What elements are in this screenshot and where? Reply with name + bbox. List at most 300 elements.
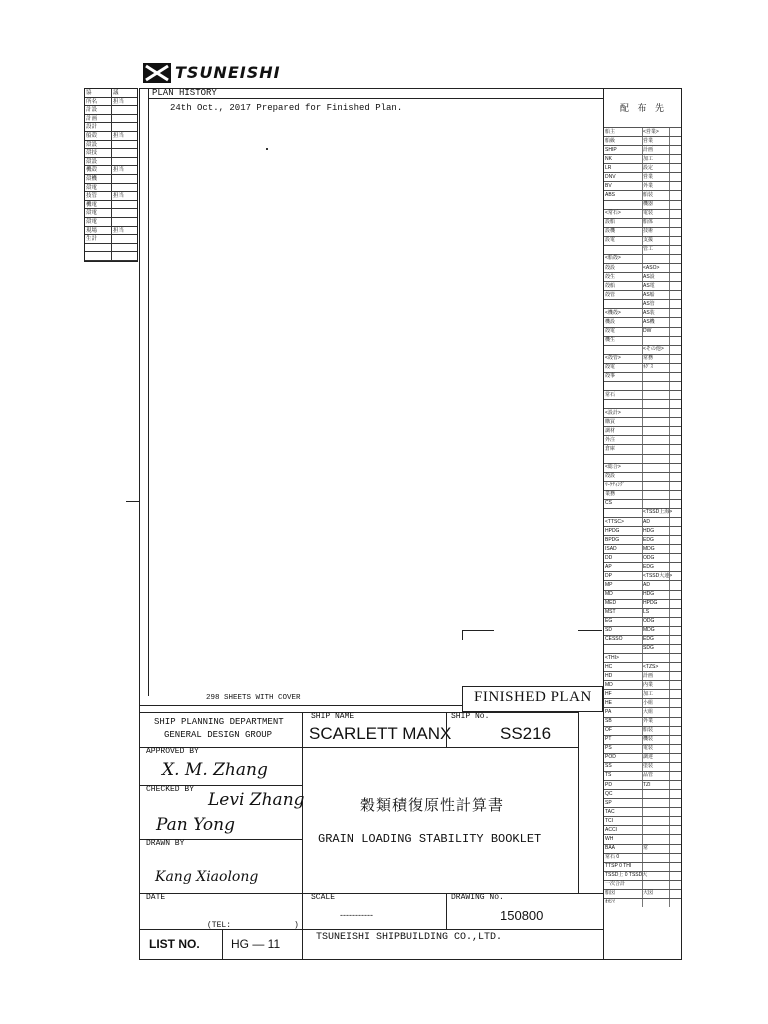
distribution-cell: MD [605, 681, 613, 688]
distribution-row [604, 245, 681, 254]
drawing-title-jp: 穀類積復原性計算書 [360, 797, 505, 814]
distribution-cell: HD [605, 672, 613, 679]
distribution-cell: 小組 [643, 699, 654, 706]
stamp-row [85, 115, 137, 124]
distribution-col-divider [669, 482, 670, 490]
distribution-cell: MP [605, 581, 613, 588]
distribution-col-divider [642, 264, 643, 272]
distribution-row [604, 789, 681, 798]
distribution-cell: DP [605, 572, 612, 579]
distribution-row [604, 336, 681, 345]
distribution-row [604, 227, 681, 236]
distribution-cell: 殻船 [605, 282, 616, 289]
distribution-cell: 設電 [605, 237, 616, 244]
distribution-row [604, 698, 681, 707]
distribution-cell: AS装 [643, 309, 655, 316]
distribution-cell: 塗装 [643, 763, 654, 770]
distribution-cell: 機生 [605, 337, 616, 344]
distribution-cell: <殻管> [605, 355, 621, 362]
drawing-title-en: GRAIN LOADING STABILITY BOOKLET [318, 832, 542, 846]
distribution-row [604, 544, 681, 553]
stamp-cell: 殻電 [86, 184, 98, 191]
title-block-top [139, 712, 578, 713]
distribution-cell: 機器 [643, 201, 654, 208]
distribution-col-divider [669, 346, 670, 354]
distribution-col-divider [642, 763, 643, 771]
distribution-cell: 設定 [643, 164, 654, 171]
distribution-row [604, 200, 681, 209]
tel-label: (TEL: [207, 921, 232, 930]
distribution-cell: <総合> [605, 464, 621, 471]
distribution-col-divider [669, 509, 670, 517]
distribution-cell: MD [605, 591, 613, 598]
stamp-cell: 殻設 [86, 141, 98, 148]
distribution-col-divider [642, 282, 643, 290]
distribution-row [604, 535, 681, 544]
distribution-row [604, 562, 681, 571]
distribution-col-divider [642, 591, 643, 599]
distribution-row [604, 172, 681, 181]
department-line1: SHIP PLANNING DEPARTMENT [154, 717, 284, 727]
distribution-col-divider [669, 654, 670, 662]
distribution-col-divider [669, 373, 670, 381]
stamp-row [85, 192, 137, 201]
logo-text: TSUNEISHI [175, 63, 281, 82]
distribution-cell: 管工 [643, 246, 654, 253]
distribution-col-divider [669, 763, 670, 771]
distribution-col-divider [669, 137, 670, 145]
distribution-col-divider [642, 337, 643, 345]
distribution-col-divider [642, 436, 643, 444]
distribution-col-divider [642, 309, 643, 317]
distribution-col-divider [669, 636, 670, 644]
stamp-cell: 技管 [86, 193, 98, 200]
distribution-col-divider [669, 808, 670, 816]
distribution-row [604, 372, 681, 381]
distribution-col-divider [669, 391, 670, 399]
stamp-cell: 殻電 [86, 219, 98, 225]
distribution-col-divider [642, 464, 643, 472]
distribution-cell: 電装 [643, 745, 654, 752]
distribution-row [604, 417, 681, 426]
distribution-col-divider [669, 781, 670, 789]
distribution-cell: 船主 [605, 128, 616, 135]
distribution-col-divider [669, 845, 670, 853]
distribution-cell: ODG [643, 554, 655, 561]
distribution-col-divider [642, 808, 643, 816]
distribution-cell: HF [605, 690, 612, 697]
crop-mark-h1 [462, 630, 494, 631]
distribution-col-divider [669, 627, 670, 635]
distribution-col-divider [669, 264, 670, 272]
list-divider [222, 929, 223, 960]
distribution-cell: 調材 [605, 427, 616, 434]
distribution-row [604, 190, 681, 199]
approval-top [139, 747, 578, 748]
distribution-row [604, 744, 681, 753]
distribution-cell: MDG [643, 545, 655, 552]
distribution-row [604, 644, 681, 653]
distribution-col-divider [642, 545, 643, 553]
distribution-cell: 購買 [605, 418, 616, 425]
distribution-col-divider [642, 581, 643, 589]
distribution-cell: 機設 [605, 318, 616, 325]
distribution-col-divider [642, 618, 643, 626]
distribution-col-divider [669, 609, 670, 617]
distribution-cell: TCI [605, 817, 614, 824]
list-no-value: HG — 11 [231, 937, 281, 951]
distribution-col-divider [669, 164, 670, 172]
distribution-row [604, 726, 681, 735]
distribution-col-divider [669, 591, 670, 599]
distribution-cell: MED [605, 600, 617, 607]
distribution-col-divider [669, 382, 670, 390]
distribution-row [604, 526, 681, 535]
distribution-col-divider [669, 400, 670, 408]
distribution-col-divider [669, 309, 670, 317]
distribution-cell: LR [605, 164, 612, 171]
distribution-row [604, 844, 681, 853]
distribution-row [604, 345, 681, 354]
distribution-col-divider [642, 291, 643, 299]
distribution-row [604, 181, 681, 190]
distribution-cell: 外注 [605, 436, 616, 443]
distribution-col-divider [669, 445, 670, 453]
distribution-col-divider [669, 663, 670, 671]
shipname-shipno-divider [446, 712, 447, 747]
distribution-row [604, 626, 681, 635]
distribution-col-divider [669, 672, 670, 680]
distribution-col-divider [669, 282, 670, 290]
distribution-row [604, 218, 681, 227]
distribution-cell: 業務 [605, 491, 616, 498]
distribution-row [604, 771, 681, 780]
distribution-col-divider [642, 845, 643, 853]
stamp-row [85, 201, 137, 210]
stamp-cell: 機電 [86, 201, 98, 208]
dept-ship-divider [302, 712, 303, 960]
distribution-cell: PA [605, 708, 612, 715]
distribution-cell: 電装 [643, 210, 654, 217]
distribution-cell: <設計> [605, 409, 621, 416]
distribution-row [604, 472, 681, 481]
distribution-cell: <ASO> [643, 264, 660, 271]
distribution-cell: 常石 0 [605, 854, 620, 861]
distribution-col-divider [669, 718, 670, 726]
distribution-row [604, 580, 681, 589]
stamp-row [85, 149, 137, 158]
stamp-col-divider [111, 175, 112, 183]
distribution-row [604, 354, 681, 363]
distribution-cell: 殻管 [605, 291, 616, 298]
distribution-col-divider [642, 328, 643, 336]
distribution-col-divider [642, 445, 643, 453]
stamp-cell: 担当 [113, 193, 125, 200]
distribution-cell: <TSSD大連> [643, 572, 673, 579]
stamp-col-divider [111, 201, 112, 209]
ship-name-value: SCARLETT MANX [309, 724, 452, 743]
distribution-col-divider [669, 835, 670, 843]
stamp-cell: 現場 [86, 227, 98, 234]
distribution-col-divider [642, 835, 643, 843]
distribution-col-divider [642, 736, 643, 744]
stamp-col-divider [111, 98, 112, 106]
distribution-col-divider [642, 418, 643, 426]
distribution-cell: AS設 [643, 273, 655, 280]
stamp-col-divider [111, 123, 112, 131]
distribution-cell: ODG [643, 618, 655, 625]
distribution-cell: WH [605, 835, 614, 842]
drawing-no-value: 150800 [500, 908, 544, 923]
distribution-row [604, 236, 681, 245]
distribution-cell: 加工 [643, 155, 654, 162]
stamp-cell: 協 [86, 90, 92, 96]
distribution-row [604, 444, 681, 453]
stamp-col-divider [111, 184, 112, 192]
distribution-col-divider [642, 872, 643, 880]
distribution-col-divider [669, 563, 670, 571]
list-row-top [139, 929, 603, 930]
scale-label: SCALE [311, 893, 336, 902]
distribution-col-divider [669, 536, 670, 544]
distribution-col-divider [642, 718, 643, 726]
plan-history-title: PLAN HISTORY [152, 88, 217, 98]
distribution-cell: SB [605, 718, 612, 725]
distribution-cell: 加工 [643, 690, 654, 697]
distribution-cell: 殻設 [605, 473, 616, 480]
distribution-cell: 内業 [643, 681, 654, 688]
distribution-col-divider [669, 364, 670, 372]
distribution-col-divider [669, 300, 670, 308]
distribution-col-divider [642, 500, 643, 508]
distribution-row [604, 299, 681, 308]
left-tick-mark [126, 501, 139, 502]
stamp-col-divider [111, 166, 112, 174]
distribution-cell: <営業> [643, 128, 659, 135]
distribution-row [604, 871, 681, 880]
distribution-row [604, 399, 681, 408]
distribution-row [604, 807, 681, 816]
distribution-col-divider [642, 672, 643, 680]
distribution-cell: ﾈｸﾞｽ [643, 364, 654, 371]
scale-value: ----------- [340, 910, 373, 920]
distribution-col-divider [642, 817, 643, 825]
distribution-col-divider [669, 237, 670, 245]
distribution-row [604, 408, 681, 417]
distribution-row [604, 825, 681, 834]
distribution-row [604, 898, 681, 907]
department-line2: GENERAL DESIGN GROUP [164, 730, 273, 740]
stamp-row [85, 235, 137, 244]
distribution-row [604, 762, 681, 771]
stamp-cell: 担当 [113, 227, 125, 234]
approved-label: APPROVED BY [146, 747, 199, 756]
distribution-row [604, 571, 681, 580]
drawn-label: DRAWN BY [146, 839, 185, 848]
crop-mark-v [462, 630, 463, 640]
distribution-cell: 機装 [643, 736, 654, 743]
distribution-col-divider [669, 355, 670, 363]
distribution-cell: 船装 [643, 191, 654, 198]
distribution-row [604, 880, 681, 889]
distribution-cell: CS [605, 500, 612, 507]
distribution-col-divider [642, 600, 643, 608]
distribution-col-divider [669, 527, 670, 535]
date-label: DATE [146, 893, 166, 902]
scale-drawing-divider [446, 893, 447, 929]
distribution-col-divider [669, 826, 670, 834]
company-name: TSUNEISHI SHIPBUILDING CO.,LTD. [316, 932, 503, 943]
distribution-cell: POD [605, 754, 616, 761]
stamp-col-divider [111, 149, 112, 157]
distribution-col-divider [669, 318, 670, 326]
distribution-col-divider [642, 473, 643, 481]
distribution-col-divider [669, 409, 670, 417]
distribution-cell: PD [605, 781, 612, 788]
distribution-col-divider [642, 663, 643, 671]
stamp-col-divider [111, 252, 112, 260]
stamp-cell: 殻機 [86, 176, 98, 182]
distribution-col-divider [642, 863, 643, 871]
distribution-cell: 計画 [643, 146, 654, 153]
distribution-col-divider [669, 455, 670, 463]
distribution-row [604, 599, 681, 608]
distribution-row [604, 590, 681, 599]
distribution-col-divider [642, 137, 643, 145]
distribution-col-divider [642, 754, 643, 762]
stamp-col-divider [111, 132, 112, 140]
distribution-cell: EG [605, 618, 613, 625]
distribution-row [604, 707, 681, 716]
distribution-row [604, 671, 681, 680]
distribution-col-divider [669, 681, 670, 689]
distribution-col-divider [642, 527, 643, 535]
stamp-cell: 計画 [86, 115, 98, 122]
ship-no-value: SS216 [500, 724, 552, 743]
ship-no-label: SHIP No. [451, 712, 490, 721]
distribution-col-divider [669, 201, 670, 209]
distribution-col-divider [642, 554, 643, 562]
stamp-col-divider [111, 89, 112, 97]
distribution-cell: 設船 [605, 219, 616, 226]
distribution-row [604, 272, 681, 281]
distribution-col-divider [642, 572, 643, 580]
distribution-col-divider [669, 436, 670, 444]
distribution-cell: HDG [643, 591, 655, 598]
distribution-col-divider [642, 164, 643, 172]
distribution-col-divider [642, 373, 643, 381]
distribution-col-divider [642, 246, 643, 254]
distribution-cell: 支援 [643, 237, 654, 244]
distribution-cell: QC [605, 790, 613, 797]
distribution-col-divider [642, 854, 643, 862]
distribution-cell: PT [605, 736, 612, 743]
distribution-row [604, 816, 681, 825]
distribution-cell: AS電 [643, 282, 655, 289]
distribution-cell: 営業 [643, 173, 654, 180]
stamp-row [85, 218, 137, 227]
distribution-row [604, 317, 681, 326]
ship-name-label: SHIP NAME [311, 712, 355, 721]
distribution-col-divider [642, 690, 643, 698]
distribution-cell: DD [605, 554, 613, 561]
stamp-cell: 議 [113, 90, 119, 96]
logo-mark-icon [143, 63, 171, 83]
distribution-cell: 殻生 [605, 273, 616, 280]
checked-label: CHECKED BY [146, 785, 195, 794]
distribution-row [604, 517, 681, 526]
distribution-col-divider [669, 699, 670, 707]
distribution-cell: SDG [643, 645, 654, 652]
distribution-col-divider [669, 754, 670, 762]
distribution-col-divider [669, 418, 670, 426]
distribution-col-divider [642, 382, 643, 390]
distribution-row [604, 390, 681, 399]
distribution-row [604, 363, 681, 372]
distribution-cell: 殻電 [605, 364, 616, 371]
distribution-col-divider [669, 581, 670, 589]
distribution-col-divider [642, 899, 643, 907]
stamp-cell: 設計 [86, 124, 98, 131]
stamp-cell: 担当 [113, 98, 125, 105]
date-row-top [139, 893, 603, 894]
distribution-cell: OF [605, 727, 612, 734]
distribution-col-divider [642, 391, 643, 399]
distribution-cell: AS管 [643, 300, 655, 307]
distribution-col-divider [642, 409, 643, 417]
tel-close: ) [294, 921, 299, 930]
distribution-col-divider [669, 219, 670, 227]
distribution-col-divider [669, 872, 670, 880]
distribution-col-divider [642, 155, 643, 163]
distribution-cell: <THI> [605, 654, 619, 661]
distribution-col-divider [642, 627, 643, 635]
distribution-col-divider [642, 890, 643, 898]
distribution-col-divider [642, 210, 643, 218]
distribution-cell: 常石 [605, 391, 616, 398]
distribution-row [604, 209, 681, 218]
distribution-col-divider [642, 355, 643, 363]
distribution-col-divider [642, 364, 643, 372]
sheets-count: 298 SHEETS WITH COVER [206, 694, 301, 702]
distribution-col-divider [669, 727, 670, 735]
distribution-cell: 殻事 [605, 373, 616, 380]
distribution-cell: BPDG [605, 536, 620, 543]
distribution-col-divider [642, 790, 643, 798]
distribution-row [604, 254, 681, 263]
stamp-row [85, 252, 137, 261]
stamp-row [85, 141, 137, 150]
distribution-row [604, 435, 681, 444]
distribution-col-divider [669, 600, 670, 608]
distribution-cell: PS [605, 745, 612, 752]
distribution-row [604, 553, 681, 562]
distribution-row [604, 834, 681, 843]
distribution-cell: <常石> [605, 210, 621, 217]
distribution-row [604, 145, 681, 154]
distribution-col-divider [669, 518, 670, 526]
distribution-cell: AS機 [643, 318, 655, 325]
distribution-col-divider [669, 473, 670, 481]
distribution-col-divider [669, 464, 670, 472]
distribution-col-divider [669, 273, 670, 281]
stamp-cell: 殻電 [86, 210, 98, 217]
distribution-col-divider [669, 545, 670, 553]
distribution-col-divider [642, 781, 643, 789]
distribution-row [604, 662, 681, 671]
distribution-col-divider [642, 318, 643, 326]
stamp-row [85, 209, 137, 218]
